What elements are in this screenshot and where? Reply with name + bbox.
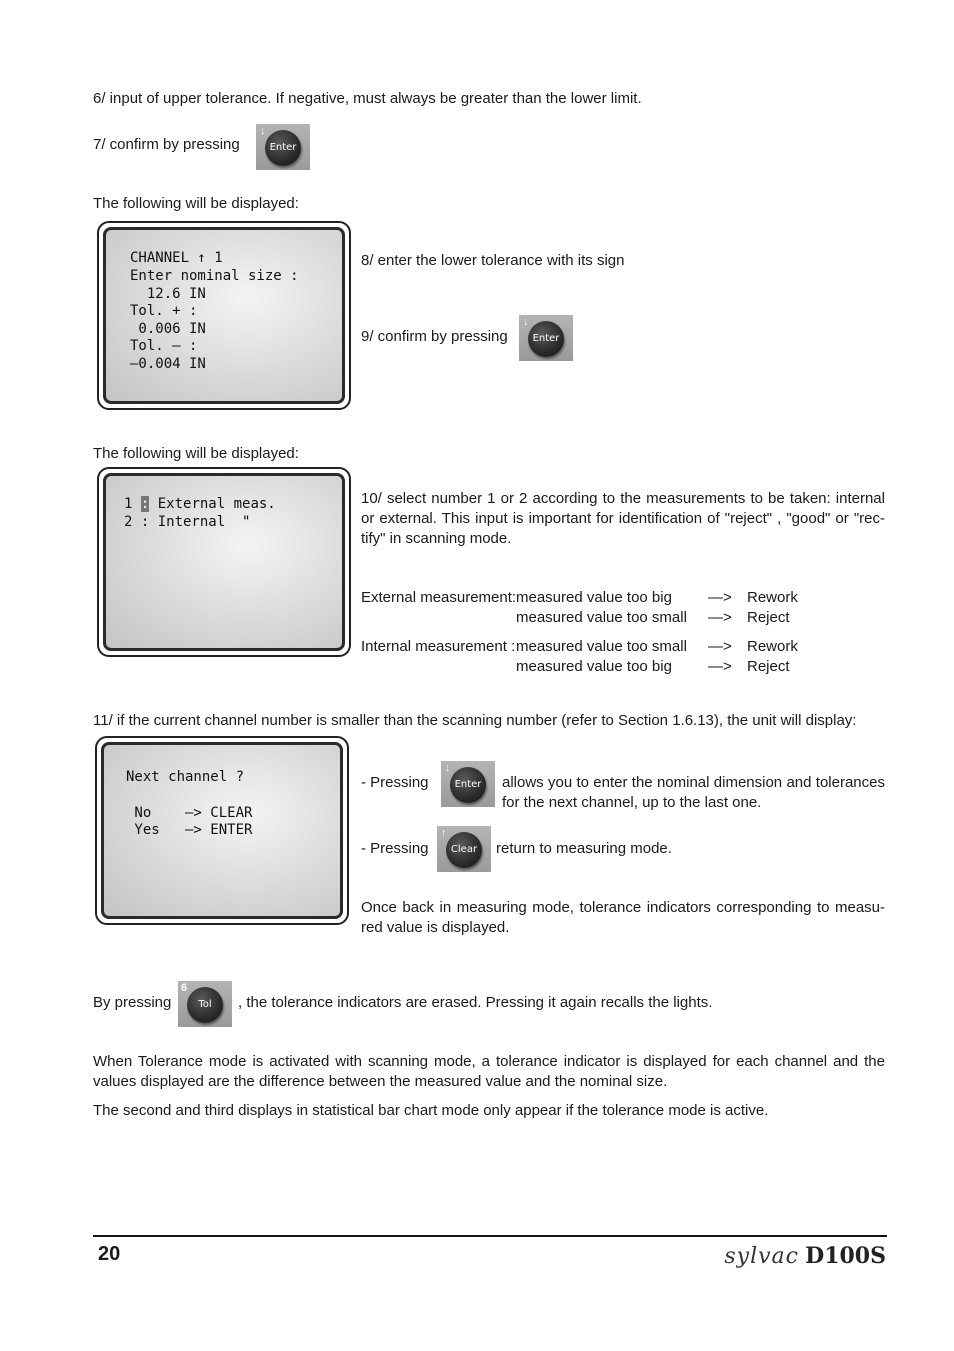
lcd-line: –0.004 IN — [130, 356, 206, 372]
lcd-line: 12.6 IN — [130, 286, 206, 302]
brand-model: D100S — [805, 1243, 886, 1269]
enter-key-label: Enter — [528, 321, 564, 357]
down-arrow-icon: ↓ — [445, 762, 451, 774]
measurement-result: Reject — [747, 658, 790, 675]
lcd-line: Yes —> ENTER — [126, 822, 253, 838]
lcd-screen-channel — [97, 221, 351, 410]
up-arrow-icon: ↑ — [441, 827, 447, 839]
page-number: 20 — [98, 1243, 121, 1265]
arrow: —> — [708, 589, 732, 606]
step-8-text: 8/ enter the lower tolerance with its sign — [361, 252, 625, 269]
following-displayed-2: The following will be displayed: — [93, 445, 299, 462]
pressing-enter-text: - Pressing — [361, 774, 429, 791]
step-10-text: 10/ select number 1 or 2 according to the measurements to be taken: internal or external. This input is important for identification of "reject" , "good" or "rec-tify" in scanning mode. — [361, 490, 885, 547]
enter-key-label: Enter — [265, 130, 301, 166]
lcd-display — [101, 742, 343, 919]
pressing-clear-description: return to measuring mode. — [496, 840, 672, 857]
lcd-screen-next-channel — [95, 736, 349, 925]
footer-rule — [93, 1235, 887, 1237]
lcd-display — [103, 227, 345, 404]
measurement-result: Rework — [747, 589, 798, 606]
lcd-line: 2 : Internal " — [124, 514, 251, 530]
lcd-line: Tol. + : — [130, 303, 198, 319]
lcd-display — [103, 473, 345, 651]
enter-key-label: Enter — [450, 767, 486, 803]
internal-measurement-label: Internal measurement : — [361, 638, 516, 655]
step-6-text: 6/ input of upper tolerance. If negative, must always be greater than the lower limit. — [93, 90, 642, 107]
lcd-line: 1 : External meas. — [124, 496, 276, 512]
pressing-enter-description: allows you to enter the nominal dimension and tolerances for the next channel, up to the last one. — [502, 774, 885, 811]
lcd-line: Tol. – : — [130, 338, 198, 354]
lcd-screen-measurement-type — [97, 467, 351, 657]
brand-logo — [724, 1243, 886, 1269]
step-7-text: 7/ confirm by pressing — [93, 136, 240, 153]
step-11-text: 11/ if the current channel number is smaller than the scanning number (refer to Section 1.6.13), the unit will display: — [93, 712, 857, 729]
arrow: —> — [708, 638, 732, 655]
lcd-line: Next channel ? — [126, 769, 245, 785]
measurement-value: measured value too big — [516, 658, 672, 675]
by-pressing-text: By pressing — [93, 994, 172, 1011]
external-measurement-label: External measurement: — [361, 589, 517, 606]
once-back-text: Once back in measuring mode, tolerance indicators corresponding to measu-red value is displayed. — [361, 899, 885, 936]
tol-key-number: 6 — [181, 982, 188, 994]
tol-key-label: Tol — [187, 987, 223, 1023]
tol-key-icon — [178, 981, 232, 1027]
lcd-line: No —> CLEAR — [126, 805, 253, 821]
step-9-text: 9/ confirm by pressing — [361, 328, 508, 345]
down-arrow-icon: ↓ — [523, 316, 529, 328]
arrow: —> — [708, 658, 732, 675]
enter-key-icon — [519, 315, 573, 361]
arrow: —> — [708, 609, 732, 626]
clear-key-icon — [437, 826, 491, 872]
enter-key-icon — [441, 761, 495, 807]
lcd-cursor: : — [140, 496, 150, 512]
pressing-clear-text: - Pressing — [361, 840, 429, 857]
second-third-displays-text: The second and third displays in statistical bar chart mode only appear if the tolerance mode is active. — [93, 1102, 769, 1119]
by-pressing-description: , the tolerance indicators are erased. Pressing it again recalls the lights. — [238, 994, 713, 1011]
measurement-result: Reject — [747, 609, 790, 626]
lcd-line: CHANNEL ↑ 1 — [130, 250, 223, 266]
clear-key-label: Clear — [446, 832, 482, 868]
brand-name: sylvac — [724, 1244, 799, 1269]
tolerance-mode-text: When Tolerance mode is activated with scanning mode, a tolerance indicator is displayed for each channel and the values displayed are the difference between the measured value and the nominal size. — [93, 1053, 885, 1090]
following-displayed-1: The following will be displayed: — [93, 195, 299, 212]
measurement-value: measured value too big — [516, 589, 672, 606]
enter-key-icon — [256, 124, 310, 170]
measurement-result: Rework — [747, 638, 798, 655]
lcd-line: Enter nominal size : — [130, 268, 299, 284]
measurement-value: measured value too small — [516, 609, 687, 626]
lcd-line: 0.006 IN — [130, 321, 206, 337]
measurement-value: measured value too small — [516, 638, 687, 655]
down-arrow-icon: ↓ — [260, 125, 266, 137]
